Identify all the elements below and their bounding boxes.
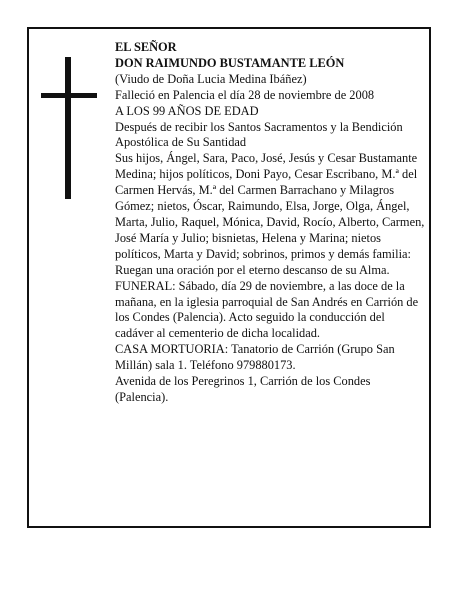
cross-vertical-bar	[65, 57, 71, 199]
notice-title: EL SEÑOR	[115, 40, 177, 54]
age-statement: A LOS 99 AÑOS DE EDAD	[115, 103, 259, 118]
deceased-name: DON RAIMUNDO BUSTAMANTE LEÓN	[115, 55, 345, 70]
obituary-card	[27, 27, 431, 528]
death-statement: Falleció en Palencia el día 28 de noviembre de 2008	[115, 87, 375, 102]
funeral-details: FUNERAL: Sábado, día 29 de noviembre, a las doce de la mañana, en la iglesia parroquial de San Andrés en Carrión de los Condes (Palencia). Acto seguido la conducción del cadáver al cementerio de dicha localidad.	[115, 278, 419, 341]
sacraments-paragraph: Después de recibir los Santos Sacramentos y la Bendición Apostólica de Su Santidad	[115, 119, 403, 150]
obituary-text	[115, 40, 425, 406]
widower-note: (Viudo de Doña Lucia Medina Ibáñez)	[115, 71, 307, 86]
mortuary-details: CASA MORTUORIA: Tanatorio de Carrión (Grupo San Millán) sala 1. Teléfono 979880173.	[115, 342, 395, 373]
cross-icon	[41, 57, 97, 199]
cross-horizontal-bar	[41, 93, 97, 98]
mortuary-address: Avenida de los Peregrinos 1, Carrión de los Condes (Palencia).	[115, 374, 371, 404]
family-paragraph: Sus hijos, Ángel, Sara, Paco, José, Jesús y Cesar Bustamante Medina; hijos políticos, Doni Payo, Cesar Escribano, M.ª del Carmen Hervás, M.ª del Carmen Barrachano y Milagros Gómez; nietos, Óscar, Raimundo, Elsa, Jorge, Olga, Ángel, Marta, Julio, Raquel, Mónica, David, Rocío, Alberto, Carmen, José María y Julio; bisnietas, Helena y Marina; nietos políticos, Marta y David; sobrinos, primos y demás familia:	[115, 151, 425, 261]
prayer-request: Ruegan una oración por el eterno descanso de su Alma.	[115, 262, 390, 277]
